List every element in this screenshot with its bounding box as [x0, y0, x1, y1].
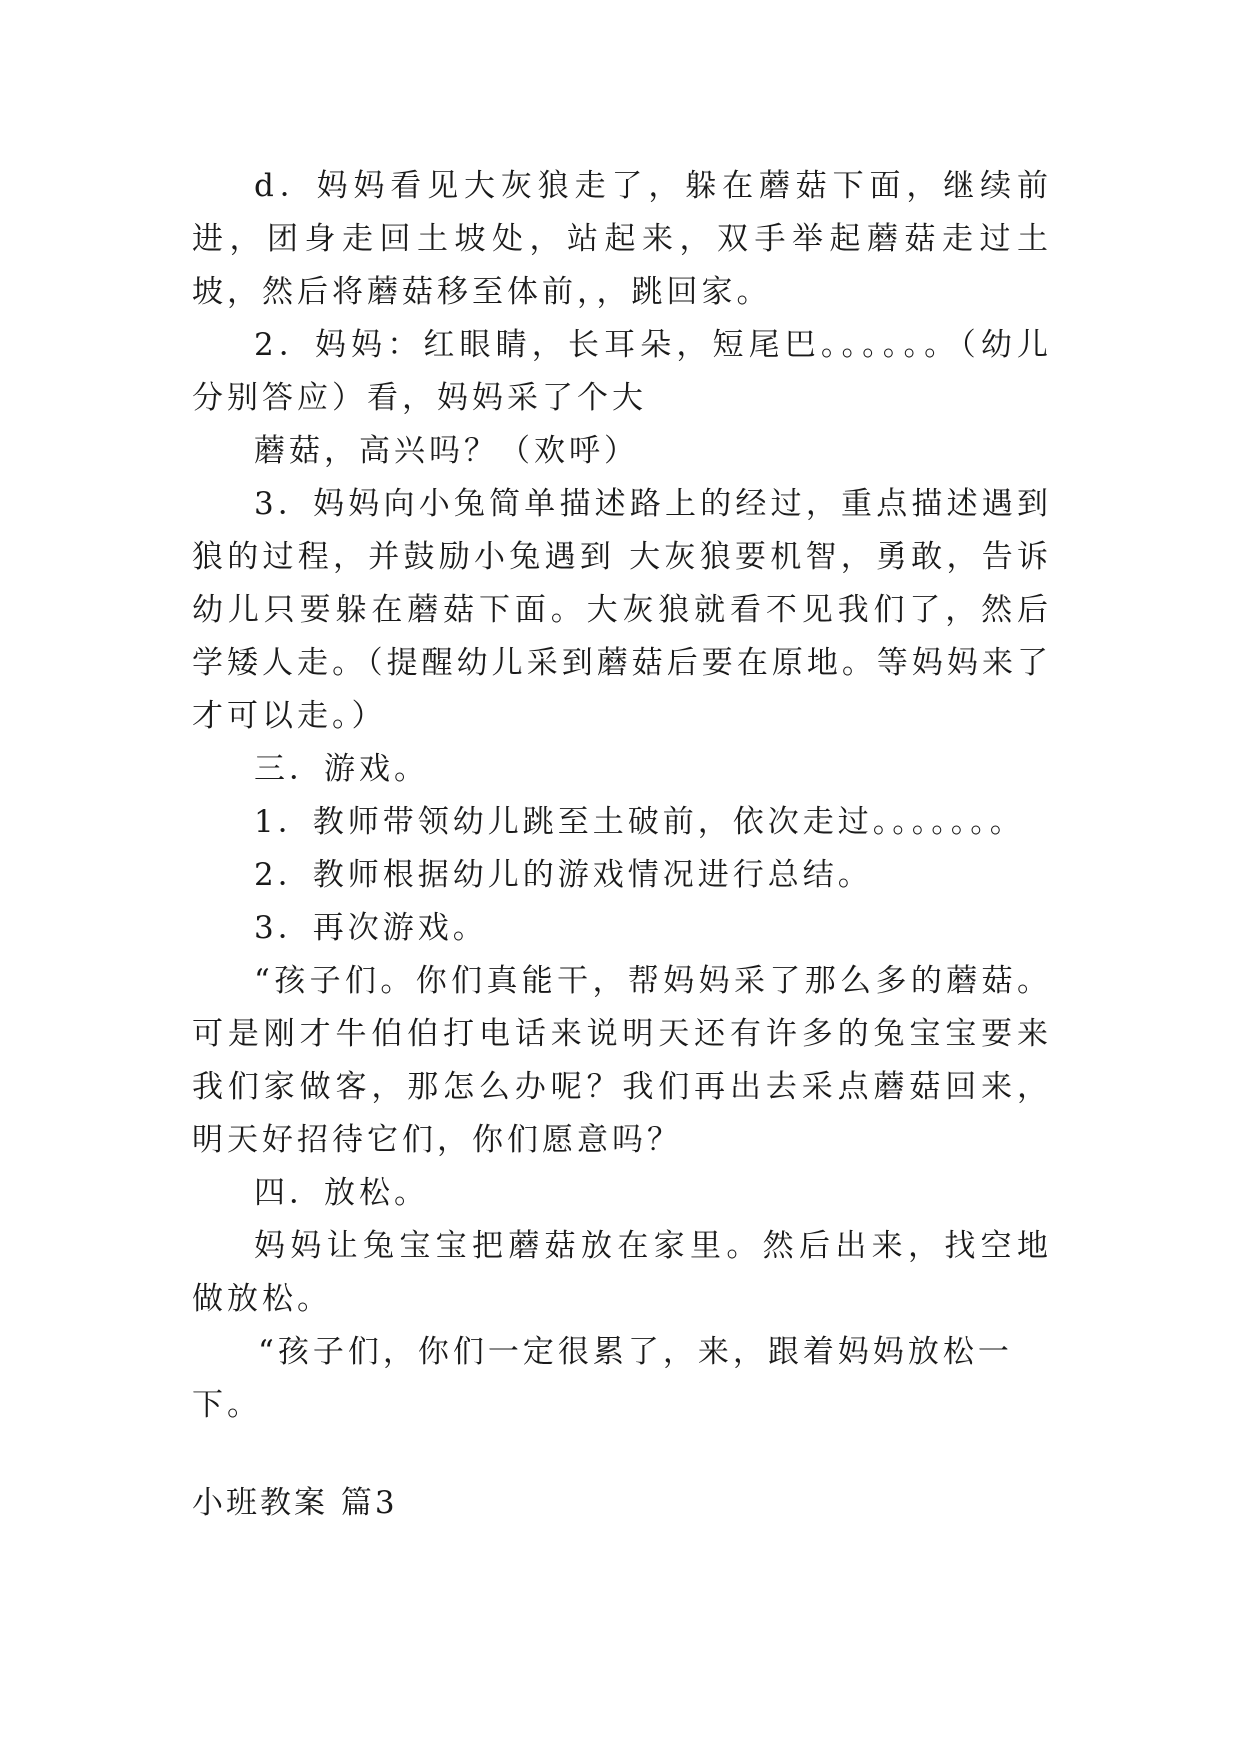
section-title: 小班教案 篇3: [192, 1485, 398, 1521]
paragraph-step-d: d．妈妈看见大灰狼走了，躲在蘑菇下面，继续前进，团身走回土坡处，站起来，双手举起蘑菇走过土坡，然后将蘑菇移至体前，，跳回家。: [192, 168, 1052, 310]
heading-relax: 四．放松。: [254, 1175, 429, 1211]
paragraph-quote-children: “孩子们。你们真能干，帮妈妈采了那么多的蘑菇。可是刚才牛伯伯打电话来说明天还有许多的兔宝宝要来我们家做客，那怎么办呢？我们再出去采点蘑菇回来，明天好招待它们，你们愿意吗？: [192, 963, 1052, 1158]
paragraph-step-3: 3．妈妈向小兔简单描述路上的经过，重点描述遇到狼的过程，并鼓励小兔遇到 大灰狼要机智，勇敢，告诉幼儿只要躲在蘑菇下面。大灰狼就看不见我们了，然后学矮人走。（提醒幼儿采到蘑菇后要在原地。等妈妈来了才可以走。）: [192, 486, 1052, 734]
heading-game: 三．游戏。: [254, 751, 429, 787]
paragraph-step-2: 2．妈妈：红眼睛，长耳朵，短尾巴。。。。。。（幼儿分别答应）看，妈妈采了个大: [192, 327, 1052, 416]
paragraph-game-step-3: 3．再次游戏。: [254, 910, 488, 946]
paragraph-relax: 妈妈让兔宝宝把蘑菇放在家里。然后出来，找空地做放松。: [192, 1228, 1052, 1317]
document-body: [192, 160, 1052, 1432]
paragraph-quote-relax: “孩子们，你们一定很累了，来，跟着妈妈放松一下。: [192, 1334, 1013, 1423]
paragraph-game-step-1: 1．教师带领幼儿跳至土破前，依次走过。。。。。。。: [254, 804, 1025, 840]
paragraph-game-step-2: 2．教师根据幼儿的游戏情况进行总结。: [254, 857, 873, 893]
paragraph-step-2-continued: 蘑菇，高兴吗？（欢呼）: [254, 433, 639, 469]
